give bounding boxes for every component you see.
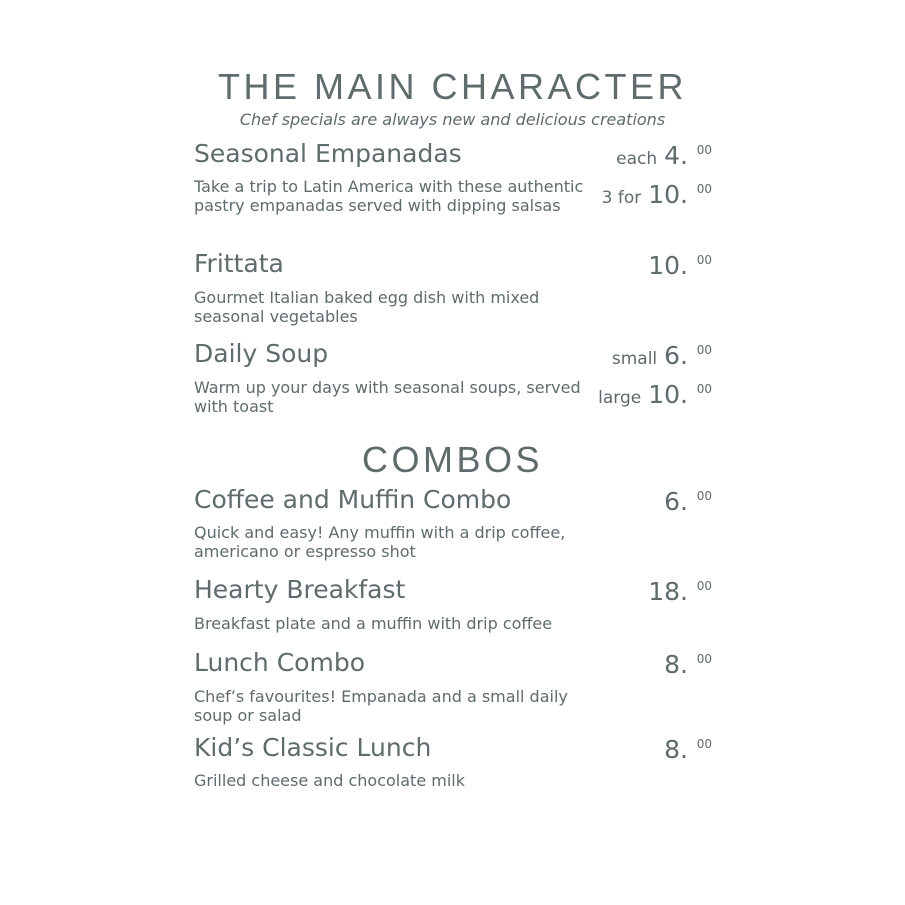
menu-item-price bbox=[612, 341, 712, 370]
price-cents: 00 bbox=[696, 253, 712, 267]
price-amount: 8. bbox=[664, 735, 688, 764]
menu-item-description: Grilled cheese and chocolate milk bbox=[194, 771, 465, 790]
price-qualifier: 3 for bbox=[601, 188, 642, 208]
price-cents: 00 bbox=[696, 343, 712, 357]
menu-item-price bbox=[664, 487, 712, 516]
price-cents: 00 bbox=[696, 182, 712, 196]
price-amount: 6. bbox=[664, 487, 688, 516]
menu-item-name: Seasonal Empanadas bbox=[194, 139, 462, 168]
menu-item-description: Gourmet Italian baked egg dish with mixed seasonal vegetables bbox=[194, 288, 540, 326]
menu-item-name: Coffee and Muffin Combo bbox=[194, 485, 512, 514]
menu-item-price bbox=[598, 380, 712, 409]
price-qualifier: each bbox=[616, 149, 658, 169]
price-cents: 00 bbox=[696, 579, 712, 593]
menu-item-name: Lunch Combo bbox=[194, 648, 365, 677]
price-amount: 10. bbox=[648, 380, 688, 409]
price-amount: 4. bbox=[664, 141, 688, 170]
menu-item-name: Frittata bbox=[194, 249, 284, 278]
price-amount: 8. bbox=[664, 650, 688, 679]
menu-item-description: Warm up your days with seasonal soups, served with toast bbox=[194, 378, 581, 416]
section-title-main: THE MAIN CHARACTER bbox=[217, 66, 688, 107]
menu-item-description: Breakfast plate and a muffin with drip coffee bbox=[194, 614, 553, 633]
menu-item-name: Kid’s Classic Lunch bbox=[194, 733, 432, 762]
price-qualifier: small bbox=[611, 349, 658, 369]
menu-item-price bbox=[664, 650, 712, 679]
price-amount: 10. bbox=[648, 251, 688, 280]
price-cents: 00 bbox=[696, 652, 712, 666]
price-amount: 10. bbox=[648, 180, 688, 209]
menu-item-price bbox=[602, 180, 712, 209]
section-title-combos: COMBOS bbox=[361, 439, 543, 480]
price-amount: 6. bbox=[664, 341, 688, 370]
menu-item-price bbox=[648, 577, 712, 606]
section-tagline: Chef specials are always new and delicious creations bbox=[239, 110, 666, 129]
price-amount: 18. bbox=[648, 577, 688, 606]
menu-item-price bbox=[648, 251, 712, 280]
menu-item-price bbox=[616, 141, 712, 170]
menu-item-name: Daily Soup bbox=[194, 339, 329, 368]
price-cents: 00 bbox=[696, 489, 712, 503]
menu-item-description: Quick and easy! Any muffin with a drip coffee, americano or espresso shot bbox=[194, 523, 566, 561]
menu-item-price bbox=[664, 735, 712, 764]
price-qualifier: large bbox=[598, 388, 642, 408]
price-cents: 00 bbox=[696, 737, 712, 751]
price-cents: 00 bbox=[696, 382, 712, 396]
menu-item-description: Chef’s favourites! Empanada and a small daily soup or salad bbox=[194, 687, 568, 725]
price-cents: 00 bbox=[696, 143, 712, 157]
menu-item-name: Hearty Breakfast bbox=[194, 575, 406, 604]
menu-item-description: Take a trip to Latin America with these authentic pastry empanadas served with dipping salsas bbox=[194, 177, 584, 215]
